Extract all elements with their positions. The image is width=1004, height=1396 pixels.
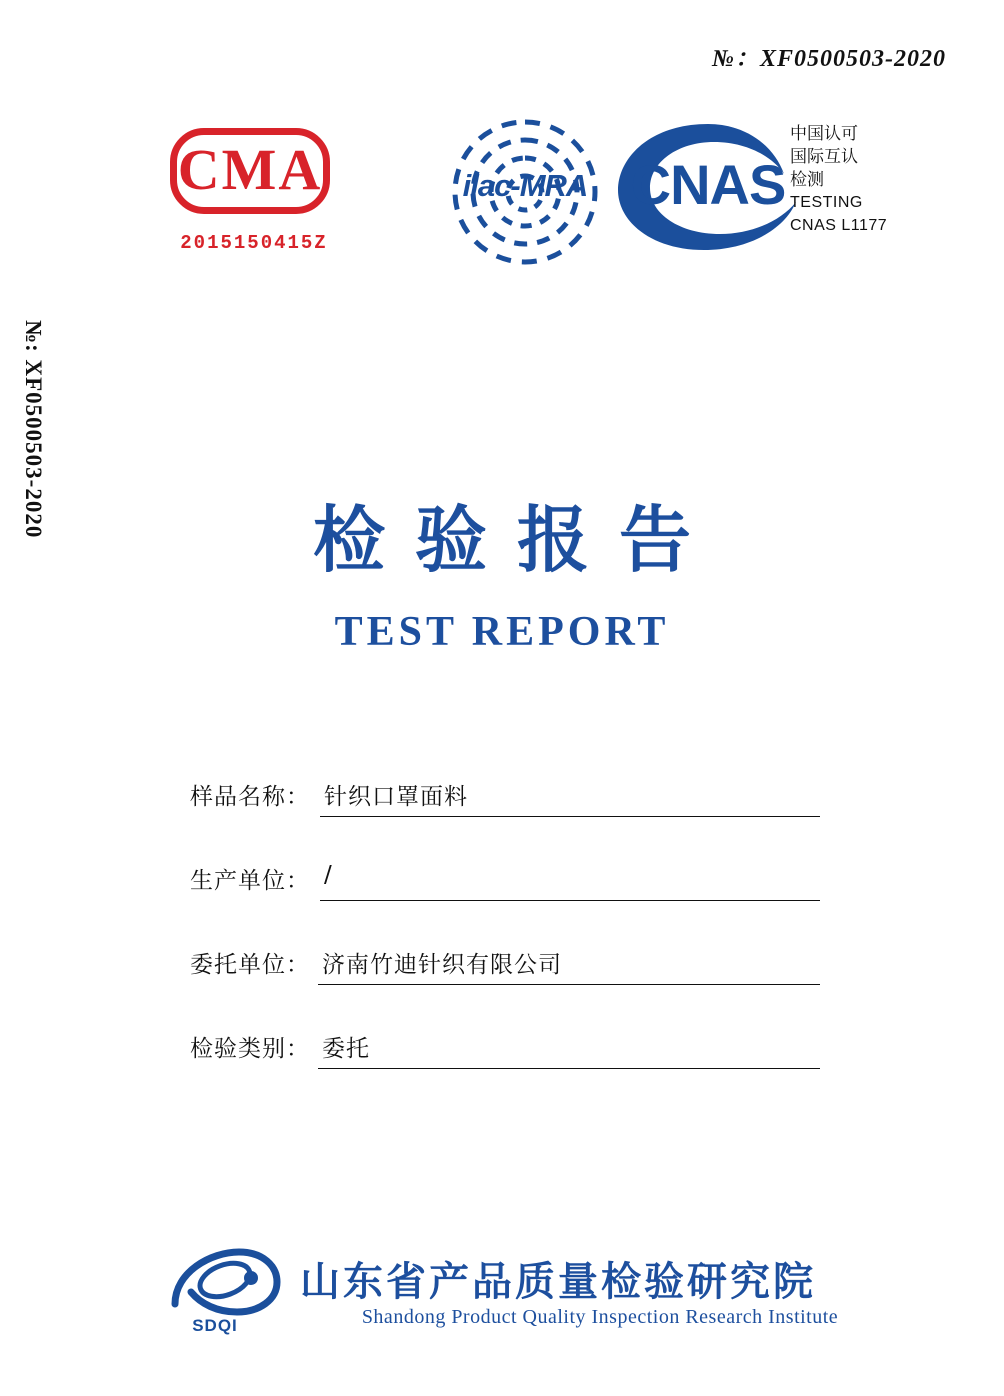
cma-certificate-code: 2015150415Z: [180, 232, 328, 254]
field-sample-name-value: 针织口罩面料: [324, 784, 468, 810]
accreditation-logo-row: [0, 100, 1004, 300]
cnas-side-line-2: 国际互认: [790, 147, 858, 166]
ilac-mra-logo: [430, 106, 620, 276]
cnas-side-line-1: 中国认可: [790, 124, 858, 143]
field-inspection-type-label: 检验类别：: [190, 1036, 310, 1062]
cnas-side-line-4: TESTING: [790, 194, 863, 211]
report-number-top: №：XF0500503-2020: [712, 46, 946, 72]
field-client-label: 委托单位：: [190, 952, 310, 978]
footer-institute: [0, 1242, 1004, 1352]
field-inspection-type-value: 委托: [322, 1036, 370, 1062]
field-sample-name-label: 样品名称：: [190, 784, 310, 810]
cnas-logo-text: CNAS: [630, 153, 786, 216]
page-title-en: TEST REPORT: [334, 609, 670, 655]
field-manufacturer-underline: [320, 900, 820, 901]
field-manufacturer: [190, 852, 830, 936]
sdqi-logo-label: SDQI: [192, 1316, 238, 1335]
field-client: [190, 936, 830, 1020]
institute-name-en: Shandong Product Quality Inspection Research Institute: [361, 1306, 839, 1328]
report-number-side: №: XF0500503-2020: [21, 320, 46, 539]
cma-logo: [170, 128, 340, 254]
cnas-logo-side-text: [790, 122, 990, 237]
field-inspection-type: [190, 1020, 830, 1104]
ilac-mra-logo-text: ilac-MRA: [462, 168, 588, 203]
cma-logo-text: CMA: [177, 137, 323, 202]
field-client-value: 济南竹迪针织有限公司: [322, 952, 562, 978]
field-inspection-type-underline: [318, 1068, 820, 1069]
field-sample-name: [190, 768, 830, 852]
cnas-logo: [608, 118, 808, 258]
field-manufacturer-value: /: [324, 862, 333, 888]
report-fields: [190, 768, 830, 1104]
cnas-side-line-5: CNAS L1177: [790, 217, 888, 234]
field-client-underline: [318, 984, 820, 985]
page-title-cn: 检验报告: [312, 498, 721, 582]
field-manufacturer-label: 生产单位：: [190, 868, 310, 894]
institute-name-cn: 山东省产品质量检验研究院: [300, 1259, 816, 1305]
cnas-side-line-3: 检测: [790, 170, 824, 189]
field-sample-name-underline: [320, 816, 820, 817]
